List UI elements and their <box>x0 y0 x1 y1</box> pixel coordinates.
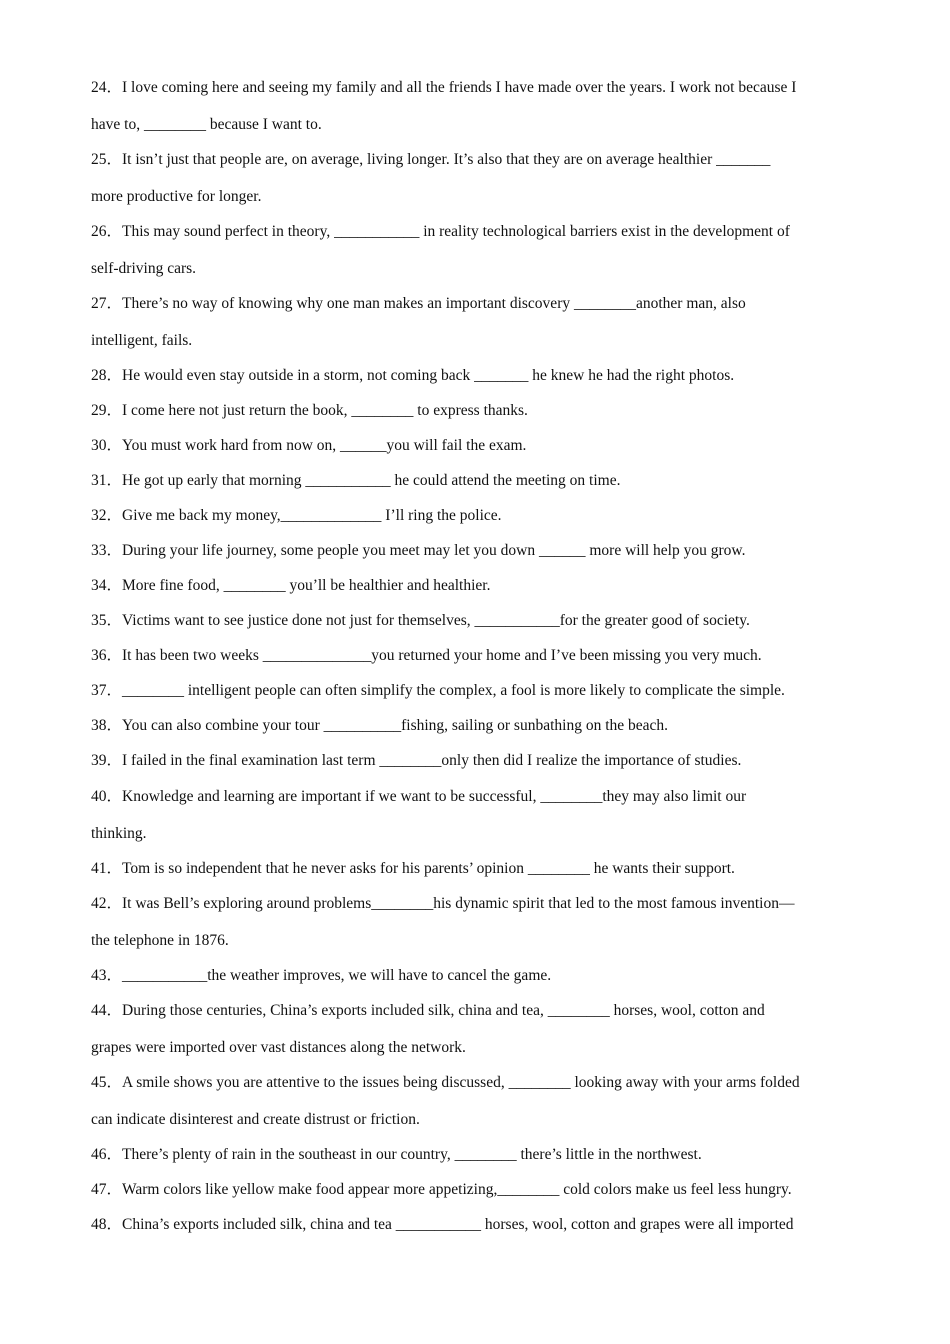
question-24-line-1: 24．I love coming here and seeing my family and all the friends I have made over the years. I work not because I <box>91 79 797 96</box>
question-26-line-2: self-driving cars. <box>91 260 197 277</box>
question-25-line-2: more productive for longer. <box>91 188 262 205</box>
question-38-line-1: 38．You can also combine your tour __________fishing, sailing or sunbathing on the beach. <box>91 717 669 734</box>
question-41-line-1: 41．Tom is so independent that he never asks for his parents’ opinion ________ he wants their support. <box>91 860 735 877</box>
question-27-line-1: 27．There’s no way of knowing why one man makes an important discovery ________another man, also <box>91 295 746 312</box>
question-43-line-1: 43．___________the weather improves, we will have to cancel the game. <box>91 967 552 984</box>
question-42-line-1: 42．It was Bell’s exploring around problems________his dynamic spirit that led to the most famous invention— <box>91 895 795 912</box>
question-31-line-1: 31．He got up early that morning ___________ he could attend the meeting on time. <box>91 472 621 489</box>
question-39-line-1: 39．I failed in the final examination last term ________only then did I realize the importance of studies. <box>91 752 742 769</box>
question-36-line-1: 36．It has been two weeks ______________you returned your home and I’ve been missing you very much. <box>91 647 762 664</box>
question-37-line-1: 37．________ intelligent people can often simplify the complex, a fool is more likely to complicate the simple. <box>91 682 785 699</box>
question-26-line-1: 26．This may sound perfect in theory, ___________ in reality technological barriers exist in the development of <box>91 223 790 240</box>
question-30-line-1: 30．You must work hard from now on, ______you will fail the exam. <box>91 437 527 454</box>
question-28-line-1: 28．He would even stay outside in a storm, not coming back _______ he knew he had the right photos. <box>91 367 735 384</box>
question-42-line-2: the telephone in 1876. <box>91 932 229 949</box>
question-35-line-1: 35．Victims want to see justice done not just for themselves, ___________for the greater good of society. <box>91 612 750 629</box>
question-46-line-1: 46．There’s plenty of rain in the southeast in our country, ________ there’s little in the northwest. <box>91 1146 702 1163</box>
question-27-line-2: intelligent, fails. <box>91 332 193 349</box>
question-40-line-1: 40．Knowledge and learning are important if we want to be successful, ________they may also limit our <box>91 788 747 805</box>
question-34-line-1: 34．More fine food, ________ you’ll be healthier and healthier. <box>91 577 491 594</box>
question-45-line-1: 45．A smile shows you are attentive to the issues being discussed, ________ looking away with your arms folded <box>91 1074 800 1091</box>
question-24-line-2: have to, ________ because I want to. <box>91 116 322 133</box>
question-40-line-2: thinking. <box>91 825 147 842</box>
question-32-line-1: 32．Give me back my money,_____________ I’ll ring the police. <box>91 507 502 524</box>
question-29-line-1: 29．I come here not just return the book, ________ to express thanks. <box>91 402 528 419</box>
question-47-line-1: 47．Warm colors like yellow make food appear more appetizing,________ cold colors make us feel less hungry. <box>91 1181 792 1198</box>
question-45-line-2: can indicate disinterest and create distrust or friction. <box>91 1111 420 1128</box>
question-48-line-1: 48．China’s exports included silk, china and tea ___________ horses, wool, cotton and grapes were all imported <box>91 1216 794 1233</box>
question-25-line-1: 25．It isn’t just that people are, on average, living longer. It’s also that they are on average healthier _______ <box>91 151 771 168</box>
question-33-line-1: 33．During your life journey, some people you meet may let you down ______ more will help you grow. <box>91 542 746 559</box>
question-44-line-1: 44．During those centuries, China’s exports included silk, china and tea, ________ horses, wool, cotton and <box>91 1002 765 1019</box>
question-44-line-2: grapes were imported over vast distances along the network. <box>91 1039 466 1056</box>
